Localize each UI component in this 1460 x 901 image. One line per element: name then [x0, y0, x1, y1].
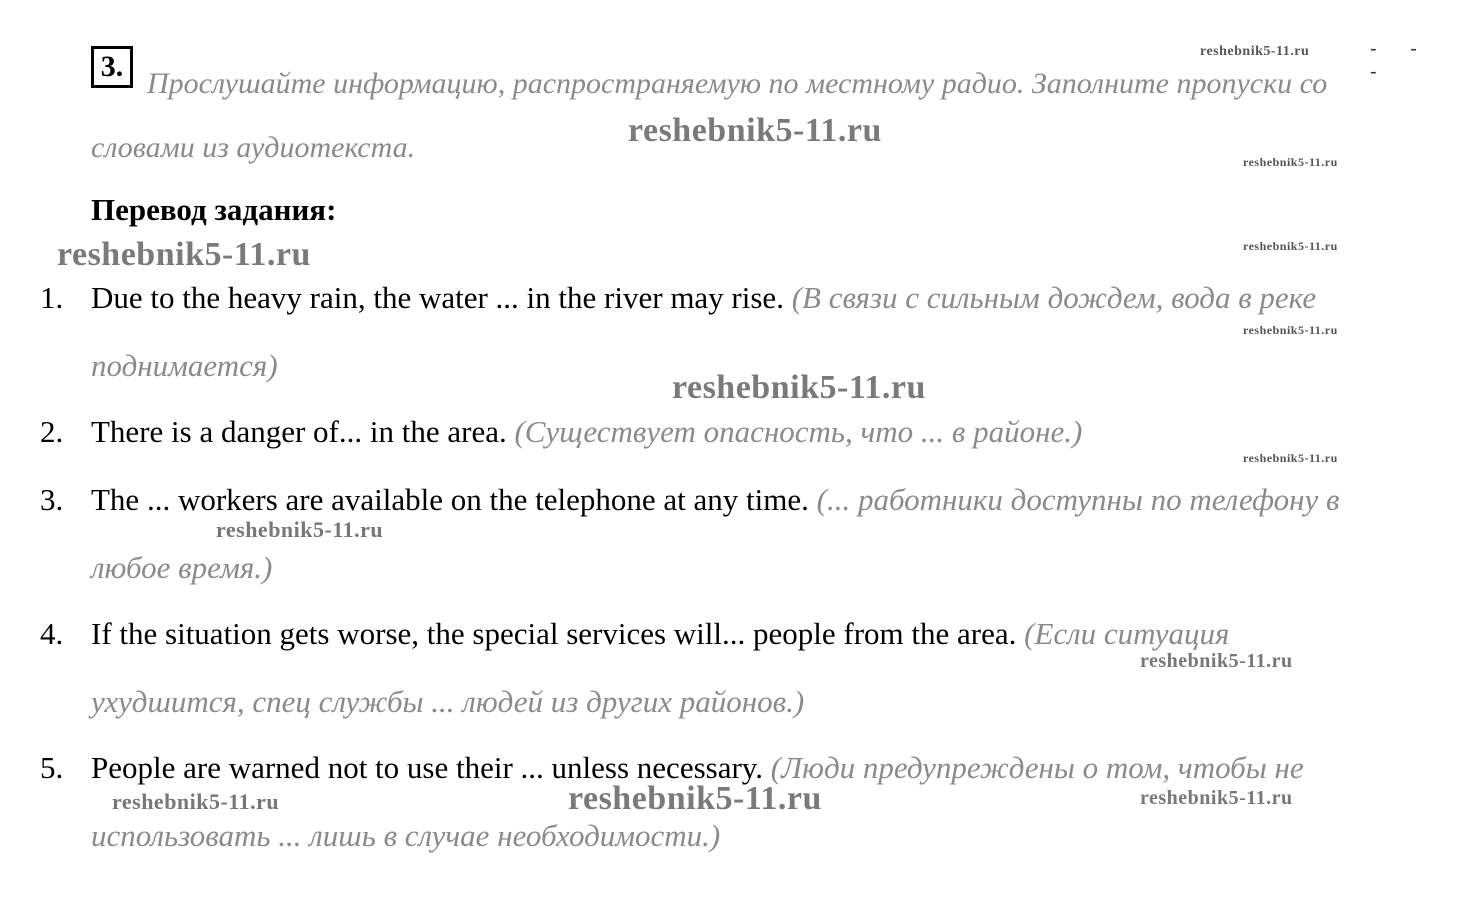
- watermark: reshebnik5-11.ru: [57, 236, 311, 273]
- watermark: reshebnik5-11.ru: [112, 789, 280, 814]
- item-english: If the situation gets worse, the special services will... people from the area.: [91, 616, 1017, 651]
- watermark: reshebnik5-11.ru: [672, 369, 926, 406]
- watermark: reshebnik5-11.ru: [1243, 239, 1338, 253]
- item-english: Due to the heavy rain, the water ... in the river may rise.: [91, 280, 784, 315]
- item-english: People are warned not to use their ... unless necessary.: [91, 750, 764, 785]
- watermark: reshebnik5-11.ru: [1243, 451, 1338, 465]
- watermark: reshebnik5-11.ru: [1243, 155, 1338, 169]
- watermark: reshebnik5-11.ru: [1243, 323, 1338, 337]
- task-number-box: 3.: [91, 46, 133, 88]
- item-number: 3.: [40, 482, 64, 517]
- item-russian: (Если ситуация ухудшится, спец службы ... людей из других районов.): [91, 616, 1230, 719]
- task-instruction: Прослушайте информацию, распространяемую по местному радио. Заполните пропуски со словами из аудиотекста.: [91, 67, 1328, 164]
- item-text: [91, 398, 1371, 466]
- watermark: reshebnik5-11.ru: [1140, 650, 1293, 672]
- watermark: reshebnik5-11.ru: [216, 517, 384, 542]
- item-russian: (... работники доступны по телефону в любое время.): [91, 482, 1340, 585]
- item-number: 2.: [40, 414, 64, 449]
- watermark: reshebnik5-11.ru: [568, 780, 822, 817]
- watermark: reshebnik5-11.ru: [1200, 44, 1310, 59]
- item-number: 5.: [40, 750, 64, 785]
- item-russian: (Люди предупреждены о том, чтобы не использовать ... лишь в случае необходимости.): [91, 750, 1304, 853]
- item-english: The ... workers are available on the telephone at any time.: [91, 482, 809, 517]
- watermark: reshebnik5-11.ru: [628, 112, 882, 149]
- item-number: 1.: [40, 280, 64, 315]
- item-english: There is a danger of... in the area.: [91, 414, 507, 449]
- translation-heading: Перевод задания:: [91, 192, 337, 227]
- decorative-dashes: - - -: [1370, 38, 1431, 83]
- item-number: 4.: [40, 616, 64, 651]
- watermark: reshebnik5-11.ru: [1140, 787, 1293, 809]
- item-russian: (Существует опасность, что ... в районе.): [514, 414, 1083, 449]
- item-russian: (В связи с сильным дождем, вода в реке поднимается): [91, 280, 1317, 383]
